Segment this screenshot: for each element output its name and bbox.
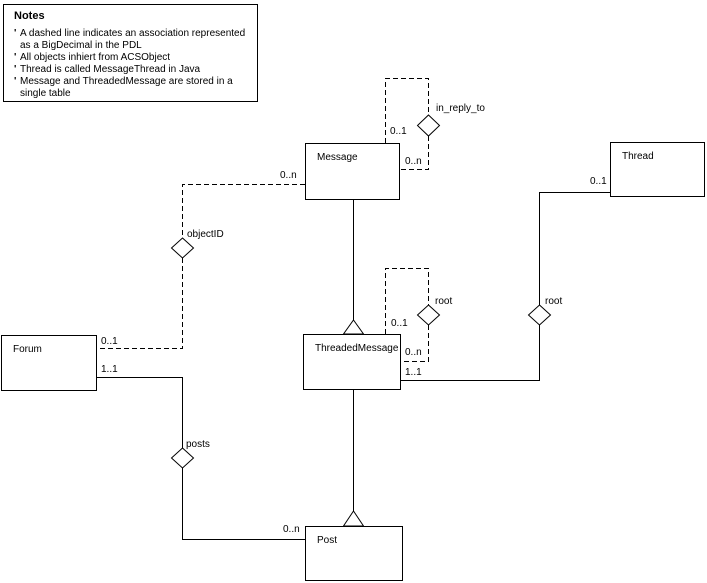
notes-title: Notes (14, 10, 45, 22)
bullet-icon: ' (14, 52, 17, 63)
multiplicity-in-reply-to-side: 0..n (405, 156, 422, 167)
association-label-root-self: root (435, 296, 453, 307)
in-reply-to-diamond (418, 115, 440, 136)
note-item (14, 76, 257, 100)
note-item (14, 52, 257, 64)
bullet-icon: ' (14, 76, 17, 87)
posts-diamond (172, 448, 194, 468)
entity-thread (610, 142, 705, 197)
bullet-icon: ' (14, 28, 17, 39)
multiplicity-objectid-message: 0..n (280, 170, 297, 181)
note-text: Message and ThreadedMessage are stored in a single table (20, 76, 233, 99)
notes-box (3, 4, 258, 102)
multiplicity-posts-post: 0..n (283, 524, 300, 535)
root-thread-diamond (529, 305, 551, 325)
entity-threaded-message-label: ThreadedMessage (315, 343, 399, 354)
association-label-objectid: objectID (187, 229, 224, 240)
association-label-root-thread: root (545, 296, 563, 307)
root-thread-line-top (540, 193, 611, 306)
objectid-line-bottom (97, 258, 183, 349)
entity-message (305, 143, 400, 200)
multiplicity-root-self-side: 0..n (405, 347, 422, 358)
entity-forum (1, 335, 97, 391)
note-text: A dashed line indicates an association represented as a BigDecimal in the PDL (20, 28, 246, 51)
association-label-in-reply-to: in_reply_to (436, 103, 485, 114)
entity-message-label: Message (317, 152, 358, 163)
entity-post-label: Post (317, 535, 338, 546)
entity-threaded-message (303, 334, 401, 390)
posts-line-top (97, 378, 183, 449)
multiplicity-posts-forum: 1..1 (101, 364, 118, 375)
note-text: All objects inhiert from ACSObject (20, 52, 171, 63)
entity-post (305, 526, 403, 581)
multiplicity-root-thread: 0..1 (590, 176, 607, 187)
note-text: Thread is called MessageThread in Java (20, 64, 201, 75)
multiplicity-root-self-top: 0..1 (391, 318, 408, 329)
multiplicity-root-threaded-message: 1..1 (405, 367, 422, 378)
bullet-icon: ' (14, 64, 17, 75)
inheritance-triangle-post (344, 511, 364, 526)
inheritance-triangle-threadedmessage (344, 320, 364, 334)
objectid-diamond (172, 238, 194, 258)
multiplicity-objectid-forum: 0..1 (101, 336, 118, 347)
note-item (14, 28, 257, 52)
association-label-posts: posts (186, 439, 210, 450)
multiplicity-in-reply-to-top: 0..1 (390, 126, 407, 137)
entity-forum-label: Forum (13, 344, 42, 355)
root-self-diamond (418, 305, 440, 325)
note-item (14, 64, 257, 76)
entity-thread-label: Thread (622, 151, 654, 162)
